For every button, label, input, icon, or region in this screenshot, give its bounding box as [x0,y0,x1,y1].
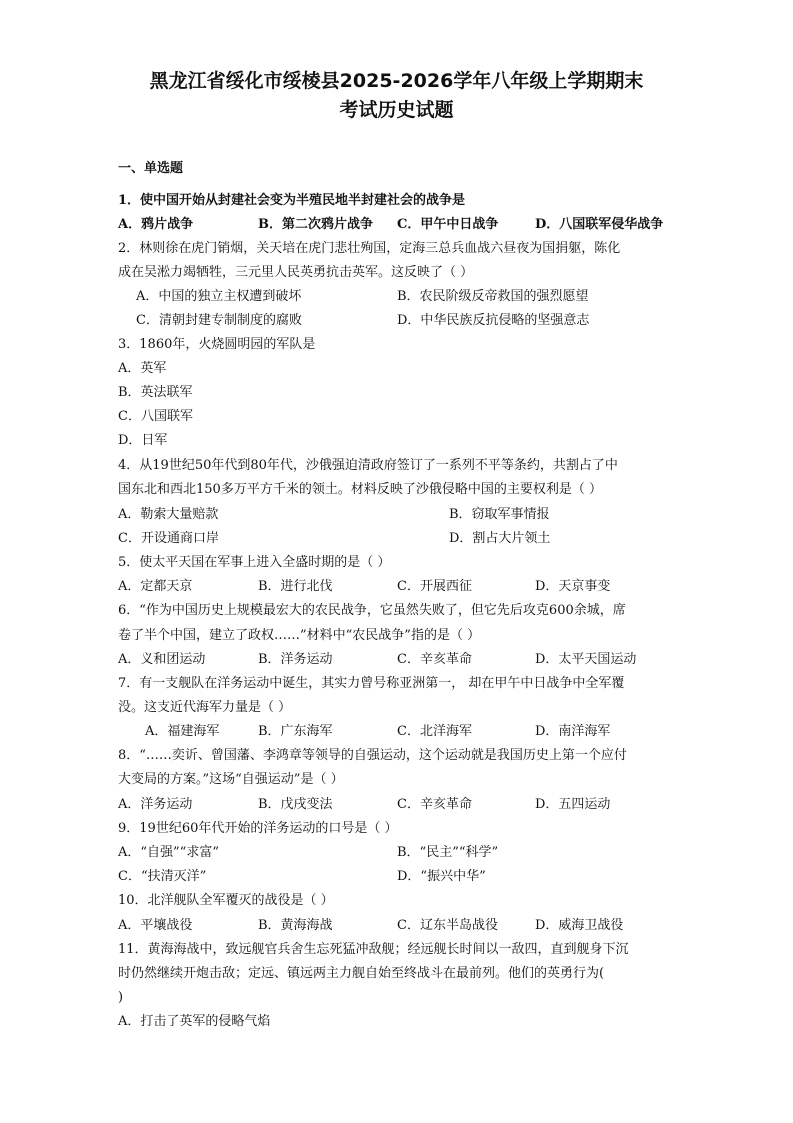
q1-option-c: C．甲午中日战争 [397,217,499,232]
q8-stem-1: 8．“……奕䜣、曾国藩、李鸿章等领导的自强运动，这个运动就是我国历史上第一个应付 [118,748,627,763]
q2-option-a: A．中国的独立主权遭到破坏 [136,289,302,304]
q10-option-b: B．黄海海战 [258,918,333,933]
q8-option-a: A．洋务运动 [118,797,193,812]
q11-option-a: A．打击了英军的侵略气焰 [118,1014,271,1029]
q7-option-a: A．福建海军 [145,724,220,739]
q11-stem-1: 11．黄海海战中，致远舰官兵舍生忘死猛冲敌舰；经远舰长时间以一敌四，直到舰身下沉 [118,942,629,957]
q2-stem-1: 2．林则徐在虎门销烟，关天培在虎门悲壮殉国，定海三总兵血战六昼夜为国捐躯，陈化 [118,241,621,256]
q4-option-d: D．割占大片领土 [449,531,551,546]
q7-stem-1: 7．有一支舰队在洋务运动中诞生，其实力曾号称亚洲第一， 却在甲午中日战争中全军覆 [118,676,625,691]
q6-option-c: C．辛亥革命 [397,652,472,667]
q10-option-d: D．威海卫战役 [535,918,624,933]
q8-option-b: B．戊戌变法 [258,797,333,812]
q4-option-a: A．勒索大量赔款 [118,507,219,522]
q5-option-a: A．定都天京 [118,579,193,594]
q9-option-a: A．“自强”“求富” [118,845,219,860]
q6-option-b: B．洋务运动 [258,652,333,667]
q9-option-b: B．“民主”“科学” [397,845,499,860]
q9-option-c: C．“扶清灭洋” [118,869,207,884]
section-heading: 一、单选题 [118,161,184,176]
q7-stem-2: 没。这支近代海军力量是（ ） [118,700,292,715]
q9-stem: 9．19世纪60年代开始的洋务运动的口号是（ ） [118,821,398,836]
q7-option-b: B．广东海军 [258,724,333,739]
q5-option-c: C．开展西征 [397,579,472,594]
q8-option-c: C．辛亥革命 [397,797,472,812]
q1-option-d: D．八国联军侵华战争 [535,217,664,232]
q4-option-c: C．开设通商口岸 [118,531,219,546]
q11-stem-3: ) [118,990,124,1005]
doc-title-line-2: 考试历史试题 [339,99,454,121]
q2-option-b: B．农民阶级反帝救国的强烈愿望 [397,289,589,304]
q1-option-a: A．鸦片战争 [118,217,194,232]
q6-stem-2: 卷了半个中国，建立了政权……”材料中“农民战争”指的是（ ） [118,628,481,643]
q1-option-b: B．第二次鸦片战争 [258,217,373,232]
q10-option-a: A．平壤战役 [118,918,193,933]
q5-option-d: D．天京事变 [535,579,611,594]
q5-stem: 5．使太平天国在军事上进入全盛时期的是（ ） [118,555,391,570]
doc-title-line-1: 黑龙江省绥化市绥棱县2025-2026学年八年级上学期期末 [149,70,644,92]
q1-stem: 1．使中国开始从封建社会变为半殖民地半封建社会的战争是 [118,193,466,208]
q4-stem-1: 4．从19世纪50年代到80年代，沙俄强迫清政府签订了一系列不平等条约，共割占了中 [118,458,618,473]
q2-stem-2: 成在吴淞力竭牺牲，三元里人民英勇抗击英军。这反映了（ ） [118,265,474,280]
q4-option-b: B．窃取军事情报 [449,507,550,522]
q10-option-c: C．辽东半岛战役 [397,918,498,933]
q5-option-b: B．进行北伐 [258,579,333,594]
q9-option-d: D．“振兴中华” [397,869,486,884]
q3-option-d: D．日军 [118,433,168,448]
q4-stem-2: 国东北和西北150多万平方千米的领土。材料反映了沙俄侵略中国的主要权利是（ ） [118,482,602,497]
q11-stem-2: 时仍然继续开炮击敌；定远、镇远两主力舰自始至终战斗在最前列。他们的英勇行为( [118,966,605,981]
q7-option-c: C．北洋海军 [397,724,472,739]
q10-stem: 10．北洋舰队全军覆灭的战役是（ ） [118,893,334,908]
q6-option-a: A．义和团运动 [118,652,206,667]
q7-option-d: D．南洋海军 [535,724,611,739]
q8-stem-2: 大变局的方案。”这场“自强运动”是（ ） [118,772,344,787]
q3-stem: 3．1860年，火烧圆明园的军队是 [118,337,316,352]
q3-option-c: C．八国联军 [118,409,193,424]
q6-option-d: D．太平天国运动 [535,652,637,667]
q2-option-c: C．清朝封建专制制度的腐败 [136,313,302,328]
q8-option-d: D．五四运动 [535,797,611,812]
q3-option-a: A．英军 [118,361,167,376]
q2-option-d: D．中华民族反抗侵略的坚强意志 [397,313,590,328]
q6-stem-1: 6．“作为中国历史上规模最宏大的农民战争，它虽然失败了，但它先后攻克600余城，席 [118,603,626,618]
q3-option-b: B．英法联军 [118,385,193,400]
